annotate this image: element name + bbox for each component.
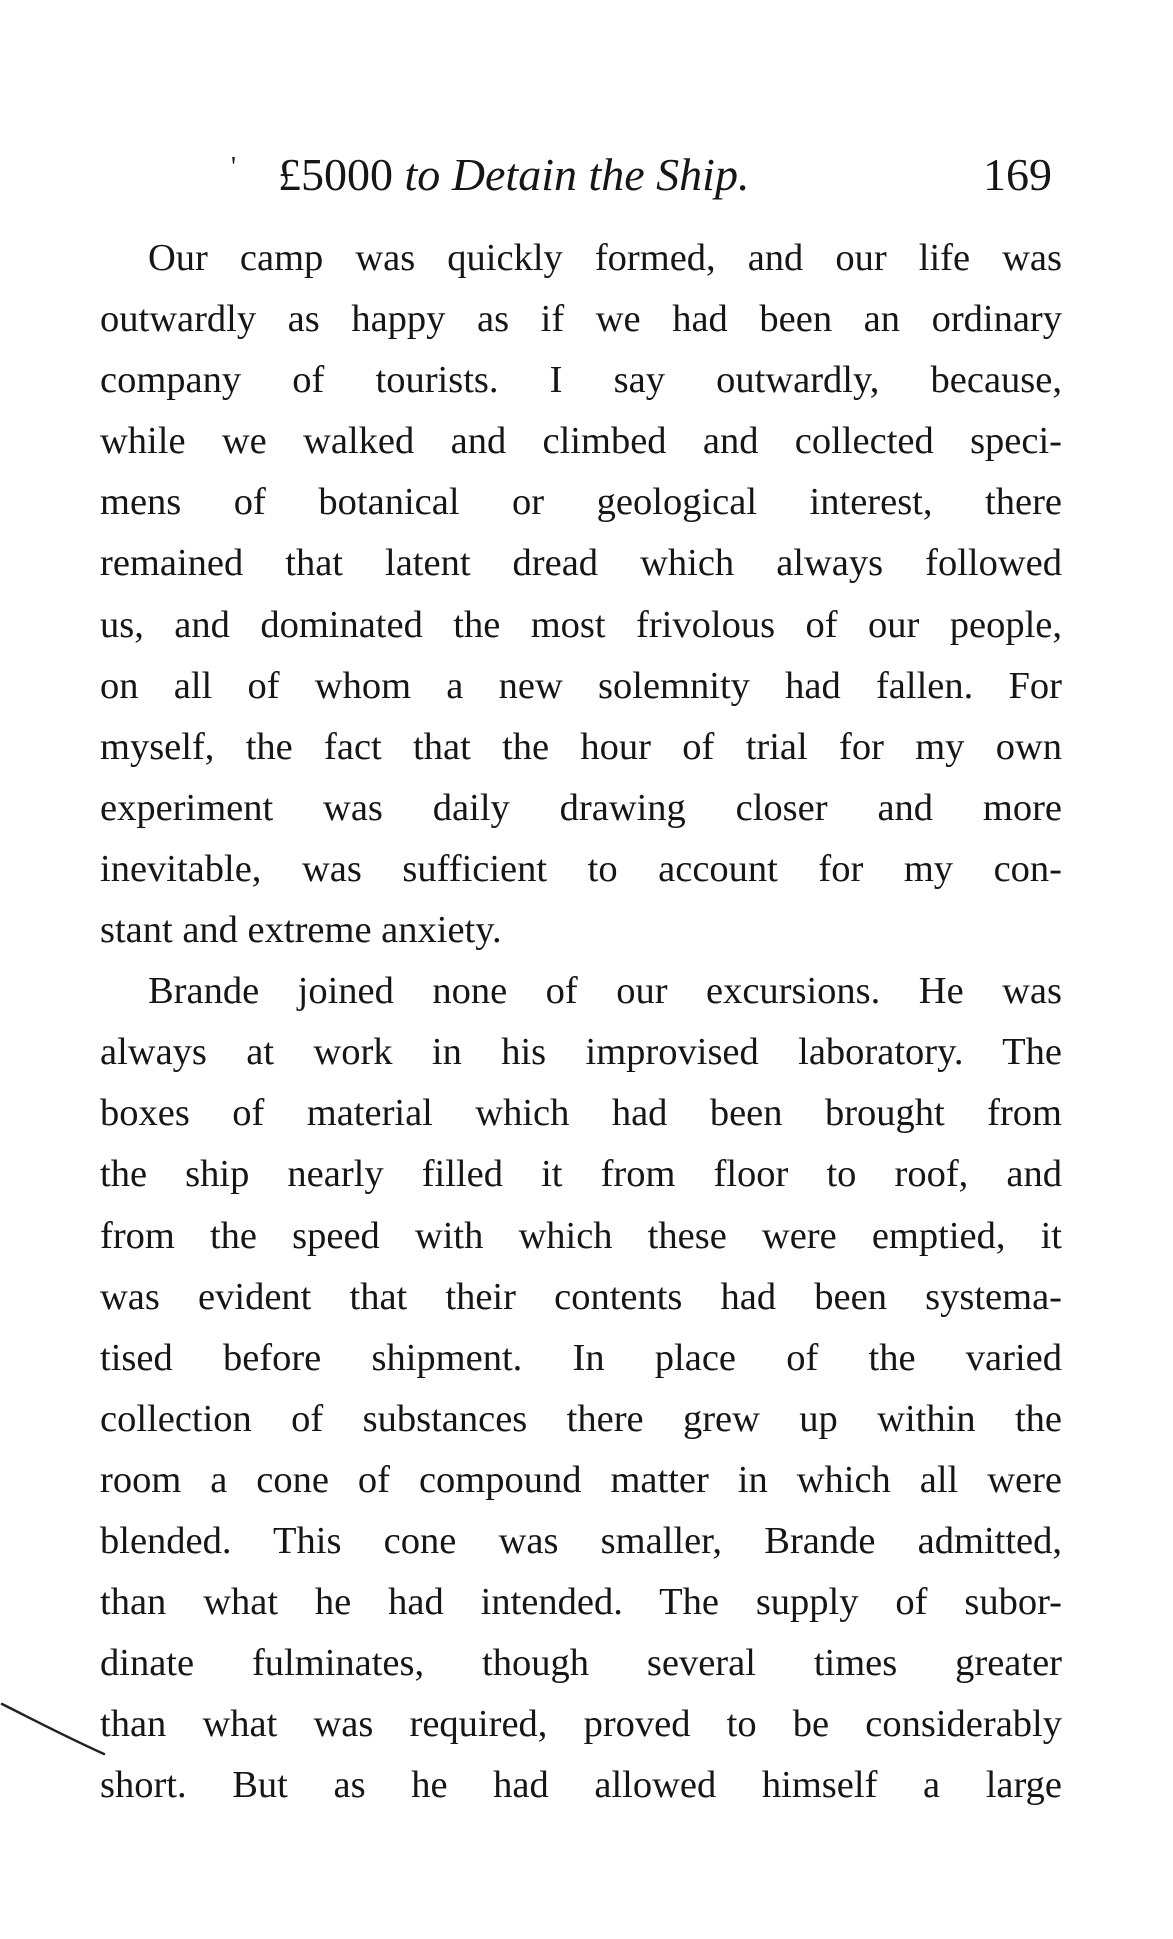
text-line: short. But as he had allowed himself a large <box>100 1764 1062 1807</box>
running-title <box>278 148 749 201</box>
text-line: boxes of material which had been brought from <box>100 1092 1062 1135</box>
text-line: remained that latent dread which always followed <box>100 542 1062 585</box>
text-line: tised before shipment. In place of the varied <box>100 1336 1062 1379</box>
text-line: blended. This cone was smaller, Brande admitted, <box>100 1519 1062 1562</box>
text-line: always at work in his improvised laboratory. The <box>100 1031 1062 1074</box>
text-line: than what he had intended. The supply of subor- <box>100 1581 1062 1624</box>
text-line: on all of whom a new solemnity had fallen. For <box>100 664 1062 707</box>
text-line: than what was required, proved to be considerably <box>100 1703 1062 1746</box>
text-line: room a cone of compound matter in which all were <box>100 1458 1062 1501</box>
text-line: outwardly as happy as if we had been an ordinary <box>100 298 1062 341</box>
paragraph <box>100 228 1062 961</box>
text-line: us, and dominated the most frivolous of our people, <box>100 603 1062 646</box>
text-line: the ship nearly filled it from floor to roof, and <box>100 1153 1062 1196</box>
paragraph <box>100 961 1062 1816</box>
stray-tick-mark: ' <box>231 152 237 183</box>
text-line: experiment was daily drawing closer and more <box>100 786 1062 829</box>
text-line: myself, the fact that the hour of trial for my own <box>100 725 1062 768</box>
text-line: Brande joined none of our excursions. He was <box>148 970 1062 1013</box>
text-line: stant and extreme anxiety. <box>100 909 502 952</box>
text-line: dinate fulminates, though several times greater <box>100 1642 1062 1685</box>
text-line: while we walked and climbed and collected speci- <box>100 420 1062 463</box>
text-line: collection of substances there grew up within the <box>100 1397 1062 1440</box>
text-line: mens of botanical or geological interest, there <box>100 481 1062 524</box>
text-line: company of tourists. I say outwardly, because, <box>100 359 1062 402</box>
text-line: Our camp was quickly formed, and our life was <box>148 237 1062 279</box>
text-line: was evident that their contents had been systema- <box>100 1275 1062 1318</box>
running-header <box>100 148 1060 208</box>
running-title-amount: £5000 <box>278 149 393 200</box>
page-number: 169 <box>983 149 1052 200</box>
running-title-text: to Detain the Ship. <box>393 149 750 200</box>
text-line: inevitable, was sufficient to account for my con- <box>100 847 1062 890</box>
text-line: from the speed with which these were emptied, it <box>100 1214 1062 1257</box>
body-text <box>100 228 1062 1816</box>
margin-pencil-stroke <box>0 1700 110 1760</box>
